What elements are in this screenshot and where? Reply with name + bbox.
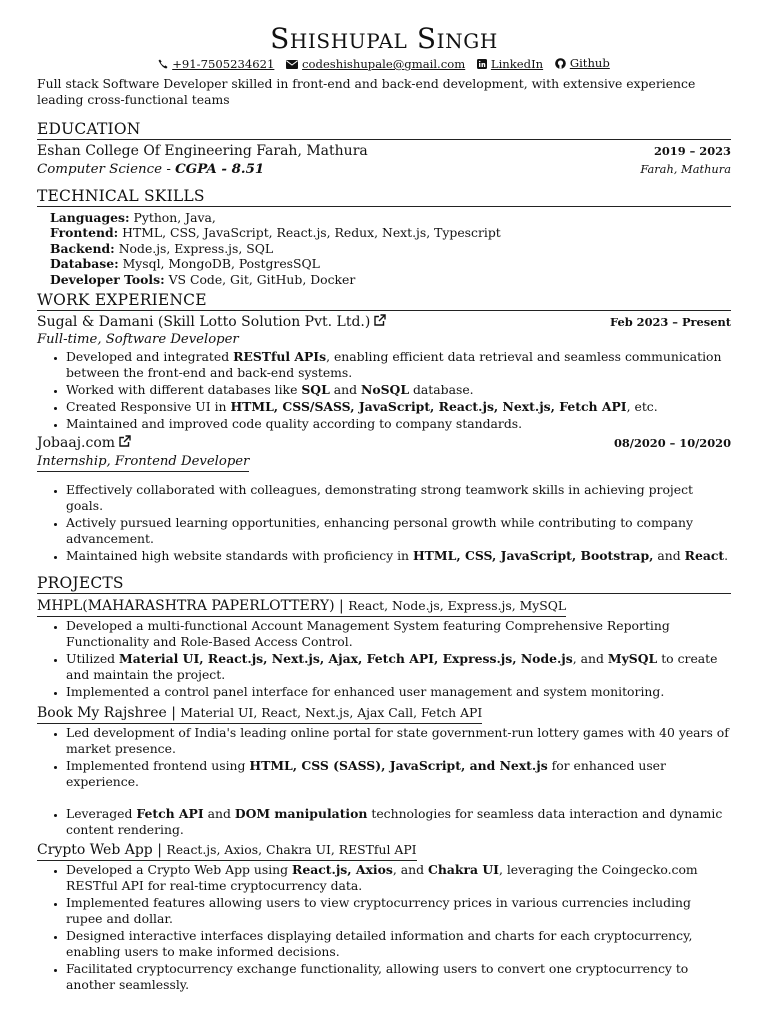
list-item: • Designed interactive interfaces displaying detailed information and charts for each cryptocurrency, enabling users to make informed decisions. xyxy=(66,928,731,960)
skill-value: Mysql, MongoDB, PostgresSQL xyxy=(118,256,320,272)
bullet-text: , and xyxy=(572,651,608,667)
skill-value: Node.js, Express.js, SQL xyxy=(114,240,274,256)
project-title-wrap: Book My Rajshree | Material UI, React, Next.js, Ajax Call, Fetch API xyxy=(37,703,482,724)
bullet-text: and xyxy=(653,548,685,564)
bullet-bold: SQL xyxy=(301,382,330,398)
resume-page xyxy=(37,22,731,994)
project-title: MHPL(MAHARASHTRA PAPERLOTTERY) xyxy=(37,598,335,615)
phone-icon xyxy=(158,59,168,69)
work-heading: WORK EXPERIENCE xyxy=(37,291,731,311)
bullet-bold: Fetch API xyxy=(136,806,204,822)
project-title: Crypto Web App xyxy=(37,842,153,859)
job-row xyxy=(37,434,731,453)
job-bullets xyxy=(37,482,731,564)
bullet-text: Maintained high website standards with proficiency in xyxy=(66,548,413,564)
bullet-bold: DOM manipulation xyxy=(234,806,368,822)
bullet-bold: HTML, CSS/SASS, JavaScript, React.js, Next.js, Fetch API xyxy=(230,399,627,415)
envelope-icon xyxy=(286,60,298,69)
project-header xyxy=(37,703,731,724)
bullet-bold: HTML, CSS (SASS), JavaScript, and Next.js xyxy=(249,758,548,774)
list-item: • Actively pursued learning opportunities, enhancing personal growth while contributing to company advancement. xyxy=(66,515,731,547)
list-item: • Led development of India's leading online portal for state government-run lottery games with 40 years of market presence. xyxy=(66,725,731,757)
linkedin-contact[interactable] xyxy=(477,56,543,72)
project-tech: React.js, Axios, Chakra UI, RESTful API xyxy=(166,842,417,858)
job-company[interactable] xyxy=(37,313,386,332)
school-name: Eshan College Of Engineering Farah, Mathura xyxy=(37,143,368,159)
bullet-text: , etc. xyxy=(626,399,658,415)
list-item xyxy=(66,758,731,790)
bullet-text: . xyxy=(724,548,729,564)
skill-row xyxy=(50,256,731,271)
education-detail-row xyxy=(37,161,731,178)
job-dates: Feb 2023 – Present xyxy=(610,315,731,330)
bullet-text: database. xyxy=(409,382,474,398)
bullet-text: Developed and integrated xyxy=(66,349,234,365)
phone-link[interactable]: +91-7505234621 xyxy=(172,56,275,71)
linkedin-icon xyxy=(477,59,487,69)
bullet-text: to create and maintain the project. xyxy=(66,651,718,683)
github-link[interactable]: Github xyxy=(569,56,610,70)
degree xyxy=(37,161,264,178)
skill-row xyxy=(50,225,731,240)
skill-label: Languages: xyxy=(50,210,130,225)
bullet-text: Worked with different databases like xyxy=(66,382,302,398)
company-name: Jobaaj.com xyxy=(37,435,116,452)
list-item xyxy=(66,651,731,683)
list-item: • Implemented features allowing users to view cryptocurrency prices in various currencies including rupee and dollar. xyxy=(66,895,731,927)
job-role: Internship, Frontend Developer xyxy=(37,454,249,472)
project-bullets xyxy=(37,862,731,993)
skill-label: Backend: xyxy=(50,240,115,256)
job-dates: 08/2020 – 10/2020 xyxy=(613,436,731,451)
list-item xyxy=(66,806,731,838)
bullet-text: , leveraging the Coingecko.com RESTful API for real-time cryptocurrency data. xyxy=(66,862,698,894)
skill-value: Python, Java, xyxy=(129,210,216,225)
list-item xyxy=(66,382,731,398)
project-title-wrap: MHPL(MAHARASHTRA PAPERLOTTERY) | React, Node.js, Express.js, MySQL xyxy=(37,596,566,617)
contact-bar xyxy=(37,55,731,71)
skill-value: HTML, CSS, JavaScript, React.js, Redux, Next.js, Typescript xyxy=(118,225,501,241)
external-link-icon[interactable] xyxy=(373,314,386,327)
bullet-bold: Chakra UI xyxy=(427,862,499,878)
company-name: Sugal & Damani (Skill Lotto Solution Pvt. Ltd.) xyxy=(37,314,371,331)
linkedin-link[interactable]: LinkedIn xyxy=(490,56,544,71)
bullet-text: for enhanced user experience. xyxy=(66,758,666,790)
bullet-bold: RESTful APIs xyxy=(233,349,327,365)
skills-heading: TECHNICAL SKILLS xyxy=(37,187,731,207)
summary: Full stack Software Developer skilled in front-end and back-end development, with extensive experience leading cross-functional teams xyxy=(37,76,696,107)
bullet-text: Developed a Crypto Web App using xyxy=(66,862,293,878)
external-link-icon[interactable] xyxy=(118,435,131,448)
skill-row xyxy=(50,241,731,256)
bullet-text: and xyxy=(203,806,235,822)
bullet-text: Leveraged xyxy=(66,806,137,822)
project-bullets xyxy=(37,618,731,700)
cgpa: CGPA - 8.51 xyxy=(175,161,265,177)
phone-contact[interactable] xyxy=(158,56,274,72)
education-dates: 2019 – 2023 xyxy=(653,144,731,158)
bullet-bold: Material UI, React.js, Next.js, Ajax, Fetch API, Express.js, Node.js xyxy=(119,651,573,667)
list-item: • Effectively collaborated with colleagues, demonstrating strong teamwork skills in achieving project goals. xyxy=(66,482,731,514)
email-link[interactable]: codeshishupale@gmail.com xyxy=(302,57,466,71)
projects-heading: PROJECTS xyxy=(37,574,731,594)
bullet-bold: React.js, Axios xyxy=(292,862,393,878)
list-item: • Developed a multi-functional Account Management System featuring Comprehensive Reporting Functionality and Role-Based Access Control. xyxy=(66,618,731,650)
job-bullets xyxy=(37,349,731,432)
bullet-text: and xyxy=(329,382,361,398)
list-item: • Maintained and improved code quality according to company standards. xyxy=(66,416,731,432)
skill-label: Developer Tools: xyxy=(50,271,165,287)
list-item: • Implemented a control panel interface for enhanced user management and system monitoring. xyxy=(66,684,731,700)
skill-value: VS Code, Git, GitHub, Docker xyxy=(164,271,356,287)
github-icon xyxy=(555,58,566,69)
job-role: Full-time, Software Developer xyxy=(37,332,239,348)
education-row xyxy=(37,142,731,161)
github-contact[interactable] xyxy=(555,55,610,71)
candidate-name: Shishupal Singh xyxy=(270,22,498,55)
project-title-wrap: Crypto Web App | React.js, Axios, Chakra UI, RESTful API xyxy=(37,840,417,861)
list-item xyxy=(66,548,731,564)
bullet-bold: NoSQL xyxy=(361,382,410,398)
project-header xyxy=(37,840,731,861)
bullet-bold: React xyxy=(684,548,725,564)
project-tech: React, Node.js, Express.js, MySQL xyxy=(348,598,567,614)
bullet-text: technologies for seamless data interaction and dynamic content rendering. xyxy=(66,806,723,838)
job-company[interactable] xyxy=(37,434,131,453)
bullet-text: , enabling efficient data retrieval and seamless communication between the front-end and back-end systems. xyxy=(66,349,722,381)
skill-row xyxy=(50,210,731,225)
degree-text: Computer Science - xyxy=(37,162,176,177)
bullet-bold: MySQL xyxy=(607,651,658,667)
project-bullets xyxy=(37,725,731,838)
skill-label: Frontend: xyxy=(50,225,119,241)
education-heading: EDUCATION xyxy=(37,120,731,140)
bullet-text: Utilized xyxy=(66,651,120,667)
education-location: Farah, Mathura xyxy=(640,162,731,176)
bullet-bold: HTML, CSS, JavaScript, Bootstrap, xyxy=(412,548,654,564)
email-contact[interactable] xyxy=(286,56,465,72)
job-role-wrap xyxy=(37,453,731,472)
project-tech: Material UI, React, Next.js, Ajax Call, Fetch API xyxy=(180,705,483,721)
bullet-text: , and xyxy=(392,862,428,878)
list-item xyxy=(66,862,731,894)
bullet-text: Implemented frontend using xyxy=(66,758,250,774)
project-header xyxy=(37,596,731,617)
list-item xyxy=(66,349,731,381)
project-title: Book My Rajshree xyxy=(37,705,167,722)
skill-label: Database: xyxy=(50,256,119,272)
list-item: • Facilitated cryptocurrency exchange functionality, allowing users to convert one cryptocurrency to another seamlessly. xyxy=(66,961,731,993)
skill-row xyxy=(50,272,731,287)
job-row xyxy=(37,313,731,332)
skills-list xyxy=(37,210,731,287)
bullet-text: Created Responsive UI in xyxy=(66,399,231,415)
list-item xyxy=(66,399,731,415)
